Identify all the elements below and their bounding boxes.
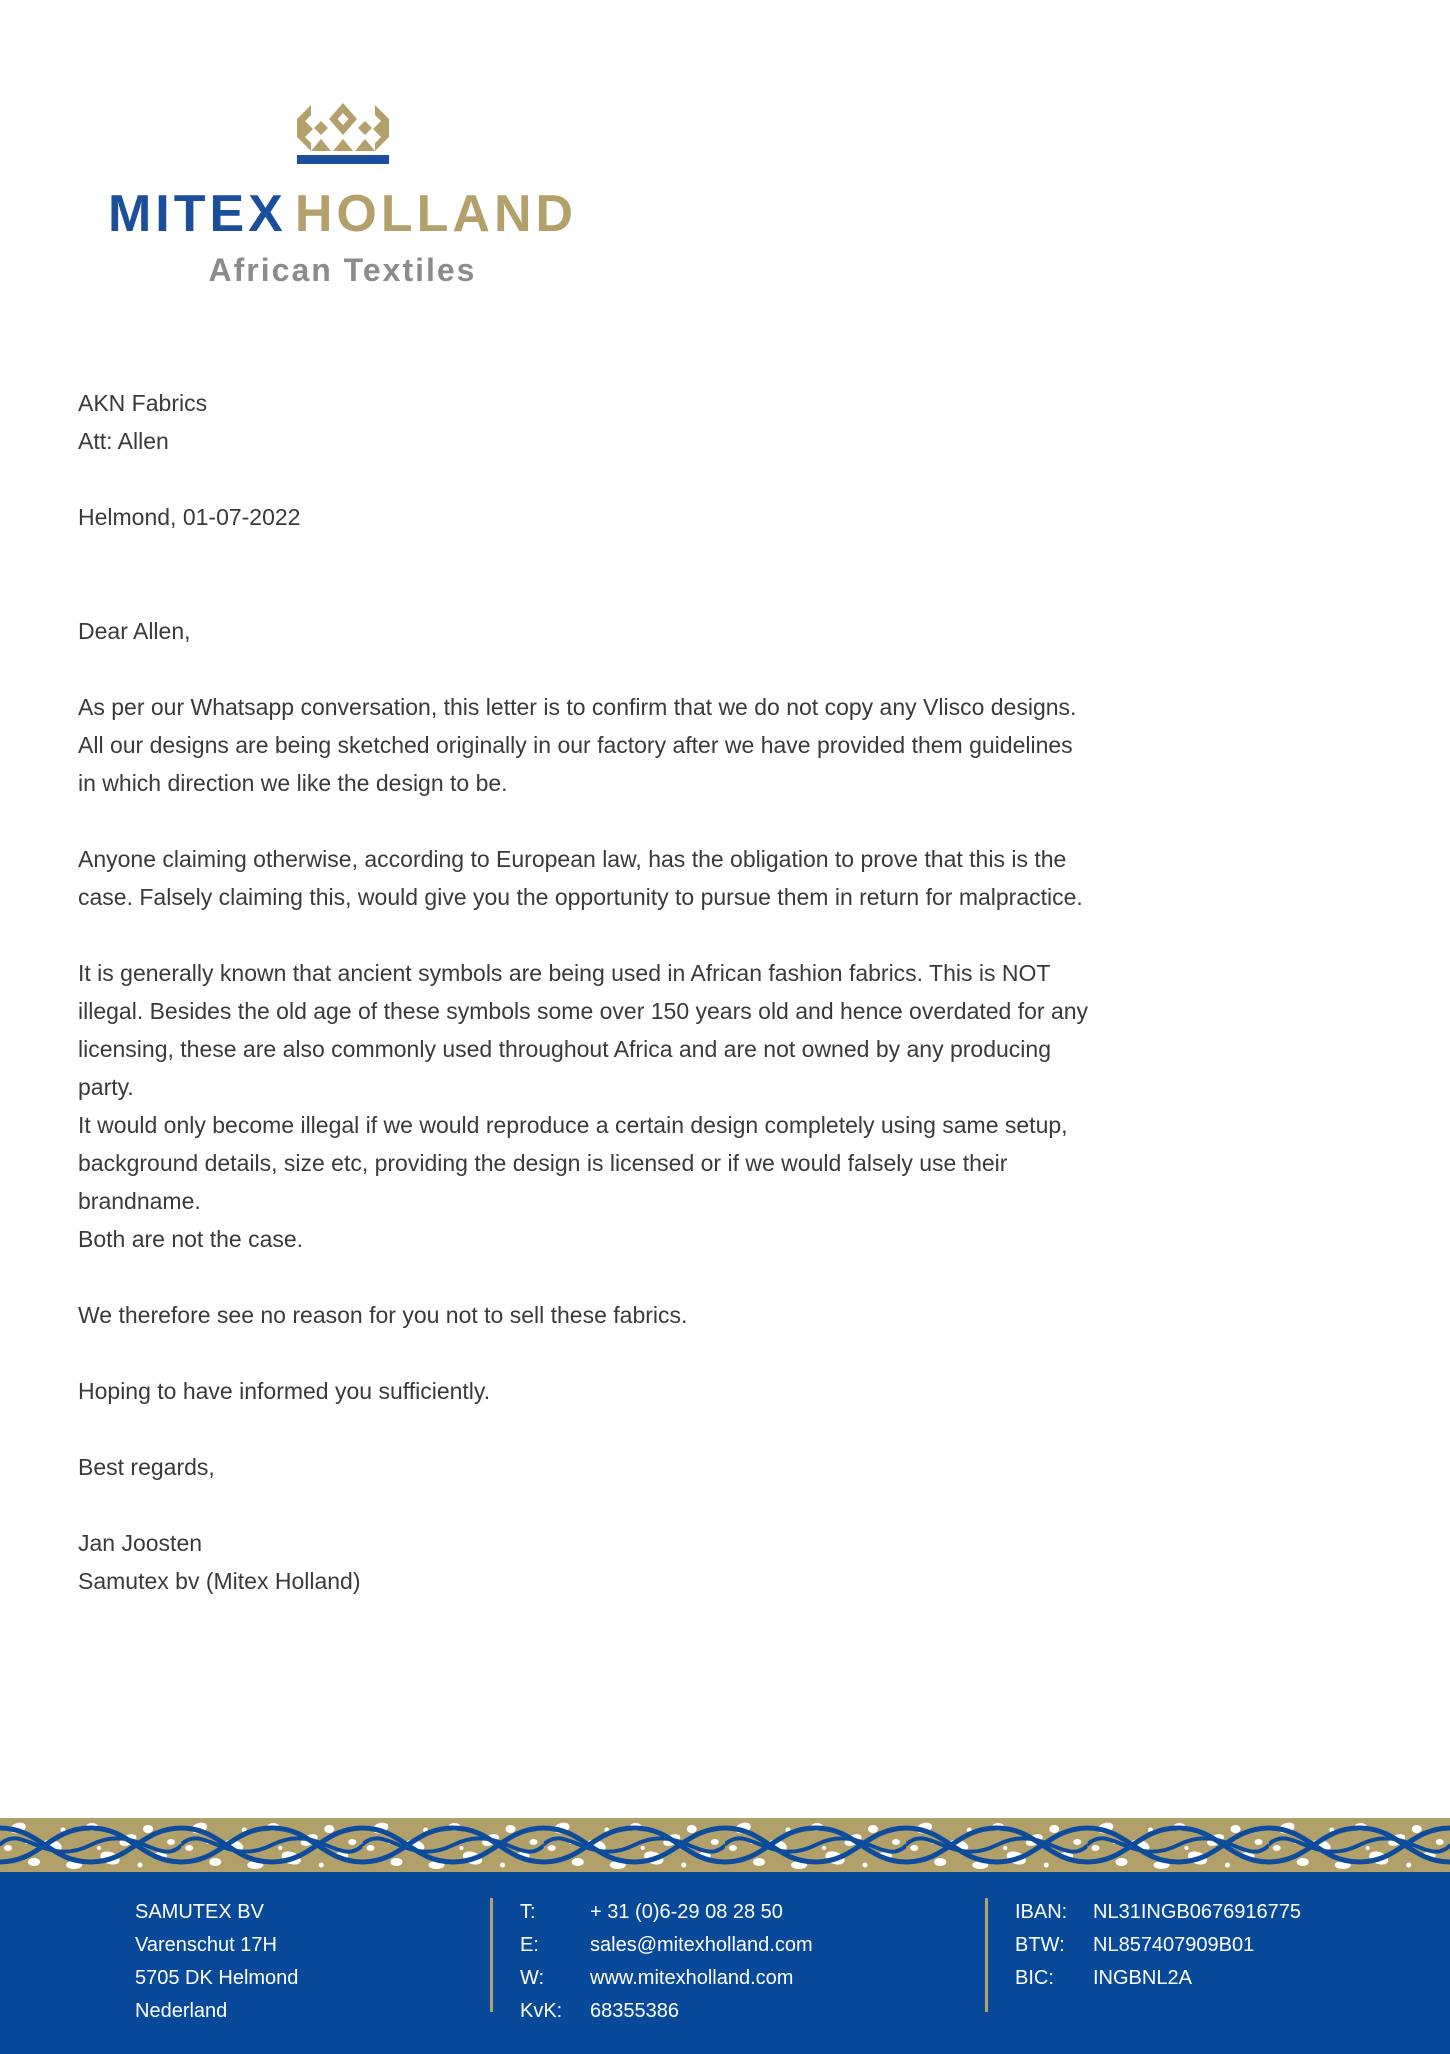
letter-line: party.	[78, 1074, 134, 1100]
closing	[78, 1448, 1418, 1486]
footer-bank-details	[1015, 1896, 1301, 1995]
footer-line: Varenschut 17H	[135, 1934, 277, 1956]
footer-divider	[490, 1898, 493, 2012]
salutation	[78, 612, 1418, 650]
letter-line: As per our Whatsapp conversation, this letter is to confirm that we do not copy any Vlisco designs.	[78, 694, 1077, 720]
letter-line: Helmond, 01-07-2022	[78, 504, 301, 530]
footer-label: T:	[520, 1901, 536, 1923]
letter-line: Best regards,	[78, 1454, 215, 1480]
footer-line	[520, 1929, 813, 1962]
footer-value: sales@mitexholland.com	[590, 1934, 813, 1956]
letter-line: AKN Fabrics	[78, 390, 208, 416]
letter-line: Hoping to have informed you sufficiently.	[78, 1378, 491, 1404]
letter-line: illegal. Besides the old age of these symbols some over 150 years old and hence overdated for any	[78, 998, 1089, 1024]
footer-line	[520, 1962, 813, 1995]
footer	[0, 1872, 1450, 2054]
footer-line	[520, 1896, 813, 1929]
footer-label: IBAN:	[1015, 1901, 1068, 1923]
signature	[78, 1524, 1418, 1600]
footer-line: SAMUTEX BV	[135, 1901, 264, 1923]
letter-line: Samutex bv (Mitex Holland)	[78, 1568, 361, 1594]
letter-line: Both are not the case.	[78, 1226, 304, 1252]
footer-value: NL31INGB0676916775	[1093, 1901, 1301, 1923]
footer-label: KvK:	[520, 2000, 563, 2022]
paragraph-3	[78, 954, 1418, 1258]
letter-line: background details, size etc, providing the design is licensed or if we would falsely use their	[78, 1150, 1008, 1176]
footer-line	[520, 1995, 813, 2028]
footer-value: www.mitexholland.com	[590, 1967, 794, 1989]
footer-value: NL857407909B01	[1093, 1934, 1255, 1956]
letter-line: licensing, these are also commonly used throughout Africa and are not owned by any producing	[78, 1036, 1051, 1062]
footer-label: BIC:	[1015, 1967, 1054, 1989]
brand-wordmark	[90, 184, 595, 244]
paragraph-4	[78, 1296, 1418, 1334]
paragraph-5	[78, 1372, 1418, 1410]
footer-line: Nederland	[135, 2000, 228, 2022]
brand-name-secondary: HOLLAND	[294, 185, 578, 243]
letter-line: Att: Allen	[78, 428, 169, 454]
footer-contact-details	[520, 1896, 813, 2028]
crown-icon	[297, 103, 389, 151]
footer-label: E:	[520, 1934, 539, 1956]
brand-tagline: African Textiles	[208, 252, 477, 288]
footer-line	[1015, 1929, 1301, 1962]
footer-divider	[985, 1898, 988, 2012]
footer-line	[1015, 1896, 1301, 1929]
letter-line: Dear Allen,	[78, 618, 191, 644]
footer-company-address	[135, 1896, 298, 2028]
letter-line: It is generally known that ancient symbols are being used in African fashion fabrics. This is NOT	[78, 960, 1051, 986]
letter-line: We therefore see no reason for you not to sell these fabrics.	[78, 1302, 688, 1328]
letter-line: in which direction we like the design to be.	[78, 770, 508, 796]
letter-line: Jan Joosten	[78, 1530, 203, 1556]
brand-name-primary: MITEX	[107, 185, 287, 243]
letter-line: All our designs are being sketched originally in our factory after we have provided them guidelines	[78, 732, 1073, 758]
crown-bar	[297, 155, 389, 164]
letter-line: It would only become illegal if we would reproduce a certain design completely using same setup,	[78, 1112, 1068, 1138]
footer-value: + 31 (0)6-29 08 28 50	[590, 1901, 783, 1923]
letter-line: brandname.	[78, 1188, 201, 1214]
recipient-block	[78, 384, 1418, 460]
footer-line: 5705 DK Helmond	[135, 1967, 299, 1989]
letter-line: case. Falsely claiming this, would give you the opportunity to pursue them in return for malpractice.	[78, 884, 1083, 910]
dateline	[78, 498, 1418, 536]
footer-value: INGBNL2A	[1093, 1967, 1192, 1989]
footer-label: W:	[520, 1967, 545, 1989]
paragraph-1	[78, 688, 1418, 802]
letter-body	[78, 384, 1418, 1600]
paragraph-2	[78, 840, 1418, 916]
footer-line	[1015, 1962, 1301, 1995]
brand-logo	[90, 103, 595, 289]
footer-value: 68355386	[590, 2000, 679, 2022]
african-pattern-band	[0, 1818, 1450, 1872]
footer-label: BTW:	[1015, 1934, 1065, 1956]
letter-line: Anyone claiming otherwise, according to European law, has the obligation to prove that this is the	[78, 846, 1067, 872]
